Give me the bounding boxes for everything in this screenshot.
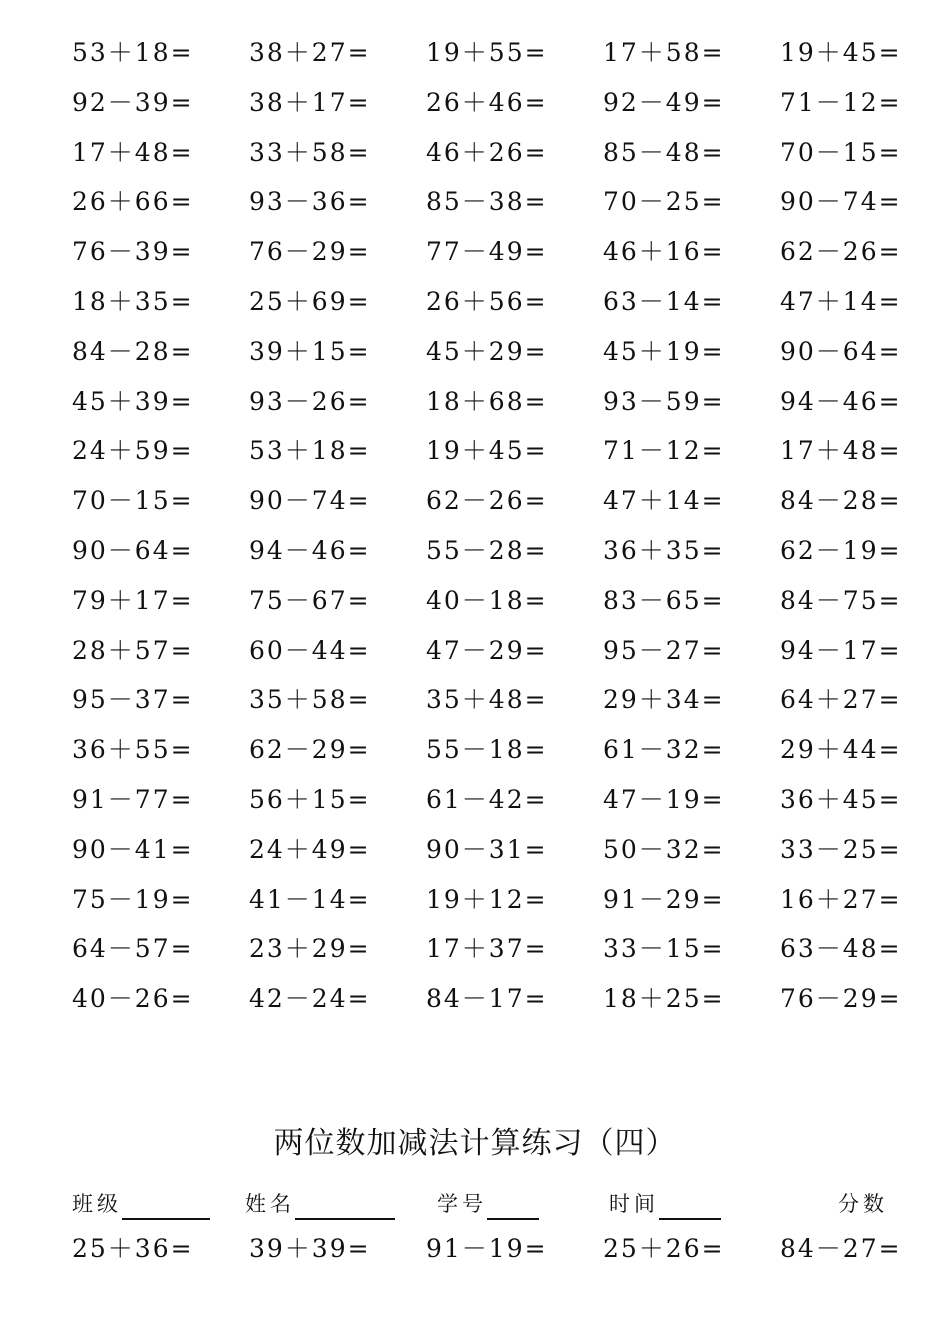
exercise-problem: 35＋58= [249,685,371,715]
exercise-problem: 42－24= [249,984,371,1014]
exercise-problem: 90－74= [249,486,371,516]
time-field [609,1188,721,1220]
exercise-problem: 53＋18= [72,38,194,67]
exercise-problem: 25＋36= [72,1234,194,1263]
time-blank[interactable] [659,1192,721,1220]
exercise-problem: 36＋35= [603,535,725,565]
score-field [838,1188,888,1220]
student-info-row [0,1188,950,1222]
exercise-problem: 93－36= [249,187,371,217]
exercise-problem: 28＋57= [72,635,194,665]
exercise-problem: 17＋48= [72,137,194,167]
exercise-problem: 90－64= [72,535,194,565]
exercise-problem: 84－27= [780,1234,902,1263]
exercise-problem: 41－14= [249,884,371,914]
exercise-problem: 92－39= [72,87,194,117]
exercise-problem: 93－59= [603,386,725,416]
exercise-problem: 61－32= [603,735,725,765]
exercise-problem: 26＋46= [426,87,548,117]
exercise-problem: 46＋26= [426,137,548,167]
exercise-problem: 19＋12= [426,884,548,914]
exercise-problem: 64－57= [72,934,194,964]
exercise-problem: 26＋66= [72,187,194,217]
exercise-problem: 70－15= [72,486,194,516]
class-field [72,1188,210,1220]
exercise-problem: 62－29= [249,735,371,765]
student-no-blank[interactable] [487,1192,539,1220]
exercise-problem: 19＋45= [780,38,902,67]
exercise-problem: 55－18= [426,735,548,765]
exercise-problem: 17＋48= [780,436,902,466]
exercise-problem: 70－25= [603,187,725,217]
exercise-problem: 33－15= [603,934,725,964]
exercise-problem: 47＋14= [603,486,725,516]
exercise-problem: 29＋34= [603,685,725,715]
exercise-problem: 90－64= [780,336,902,366]
exercise-problem: 79＋17= [72,585,194,615]
exercise-problem: 71－12= [780,87,902,117]
exercise-problem: 45＋29= [426,336,548,366]
exercise-problem: 94－46= [249,535,371,565]
exercise-problem: 18＋68= [426,386,548,416]
exercise-problem: 94－17= [780,635,902,665]
exercise-problem: 90－74= [780,187,902,217]
exercise-problem: 64＋27= [780,685,902,715]
exercise-problem: 94－46= [780,386,902,416]
exercise-problem: 33－25= [780,834,902,864]
exercise-problem: 16＋27= [780,884,902,914]
exercise-problem: 23＋29= [249,934,371,964]
exercise-problem: 50－32= [603,834,725,864]
exercise-problem: 76－29= [780,984,902,1014]
exercise-problem: 91－29= [603,884,725,914]
name-blank[interactable] [295,1192,395,1220]
name-field [245,1188,395,1220]
exercise-problem: 76－39= [72,237,194,267]
time-label: 时间 [609,1192,659,1216]
score-label: 分数 [838,1192,888,1216]
exercise-problem: 63－48= [780,934,902,964]
section-title: 两位数加减法计算练习（四） [273,1126,677,1161]
name-label: 姓名 [245,1192,295,1216]
exercise-problem: 29＋44= [780,735,902,765]
exercise-problem: 90－41= [72,834,194,864]
exercise-problem: 62－19= [780,535,902,565]
exercise-problem: 95－27= [603,635,725,665]
exercise-problem: 24＋59= [72,436,194,466]
exercise-problem: 77－49= [426,237,548,267]
exercise-problem: 84－28= [72,336,194,366]
class-label: 班级 [72,1192,122,1216]
exercise-problem: 36＋45= [780,784,902,814]
exercise-problem: 17＋58= [603,38,725,67]
exercise-problem: 40－26= [72,984,194,1014]
exercise-problem: 92－49= [603,87,725,117]
exercise-problem: 46＋16= [603,237,725,267]
exercise-problem: 47－29= [426,635,548,665]
exercise-problem: 38＋27= [249,38,371,67]
exercise-problem: 62－26= [780,237,902,267]
exercise-problem: 95－37= [72,685,194,715]
exercise-problem: 17＋37= [426,934,548,964]
exercise-problem: 56＋15= [249,784,371,814]
exercise-problem: 35＋48= [426,685,548,715]
exercise-problem: 91－19= [426,1234,548,1263]
exercise-problem: 93－26= [249,386,371,416]
exercise-problem: 39＋39= [249,1234,371,1263]
exercise-problem: 38＋17= [249,87,371,117]
exercise-problem: 62－26= [426,486,548,516]
class-blank[interactable] [122,1192,210,1220]
exercise-problem: 40－18= [426,585,548,615]
exercise-problem: 45＋39= [72,386,194,416]
exercise-problem: 75－67= [249,585,371,615]
exercise-problem: 19＋45= [426,436,548,466]
exercise-problem: 19＋55= [426,38,548,67]
exercise-problem: 84－17= [426,984,548,1014]
exercise-problem: 47－19= [603,784,725,814]
exercise-problem: 25＋26= [603,1234,725,1263]
exercise-problem: 91－77= [72,784,194,814]
exercise-problem: 39＋15= [249,336,371,366]
student-no-field [437,1188,539,1220]
exercise-problem: 83－65= [603,585,725,615]
exercise-problem: 55－28= [426,535,548,565]
exercise-problem: 63－14= [603,286,725,316]
exercise-problem: 70－15= [780,137,902,167]
exercise-problem: 24＋49= [249,834,371,864]
exercise-problem: 85－38= [426,187,548,217]
exercise-problem: 61－42= [426,784,548,814]
exercise-problem: 45＋19= [603,336,725,366]
exercise-problem: 85－48= [603,137,725,167]
exercise-problem: 90－31= [426,834,548,864]
exercise-problem: 33＋58= [249,137,371,167]
exercise-problem: 84－28= [780,486,902,516]
exercise-problem: 84－75= [780,585,902,615]
exercise-problem: 75－19= [72,884,194,914]
exercise-problem: 60－44= [249,635,371,665]
exercise-problem: 18＋35= [72,286,194,316]
exercise-problem: 26＋56= [426,286,548,316]
exercise-problem: 47＋14= [780,286,902,316]
exercise-problem: 71－12= [603,436,725,466]
exercise-problem: 53＋18= [249,436,371,466]
student-no-label: 学号 [437,1192,487,1216]
exercise-problem: 18＋25= [603,984,725,1014]
exercise-problem: 36＋55= [72,735,194,765]
exercise-problem: 25＋69= [249,286,371,316]
exercise-problem: 76－29= [249,237,371,267]
